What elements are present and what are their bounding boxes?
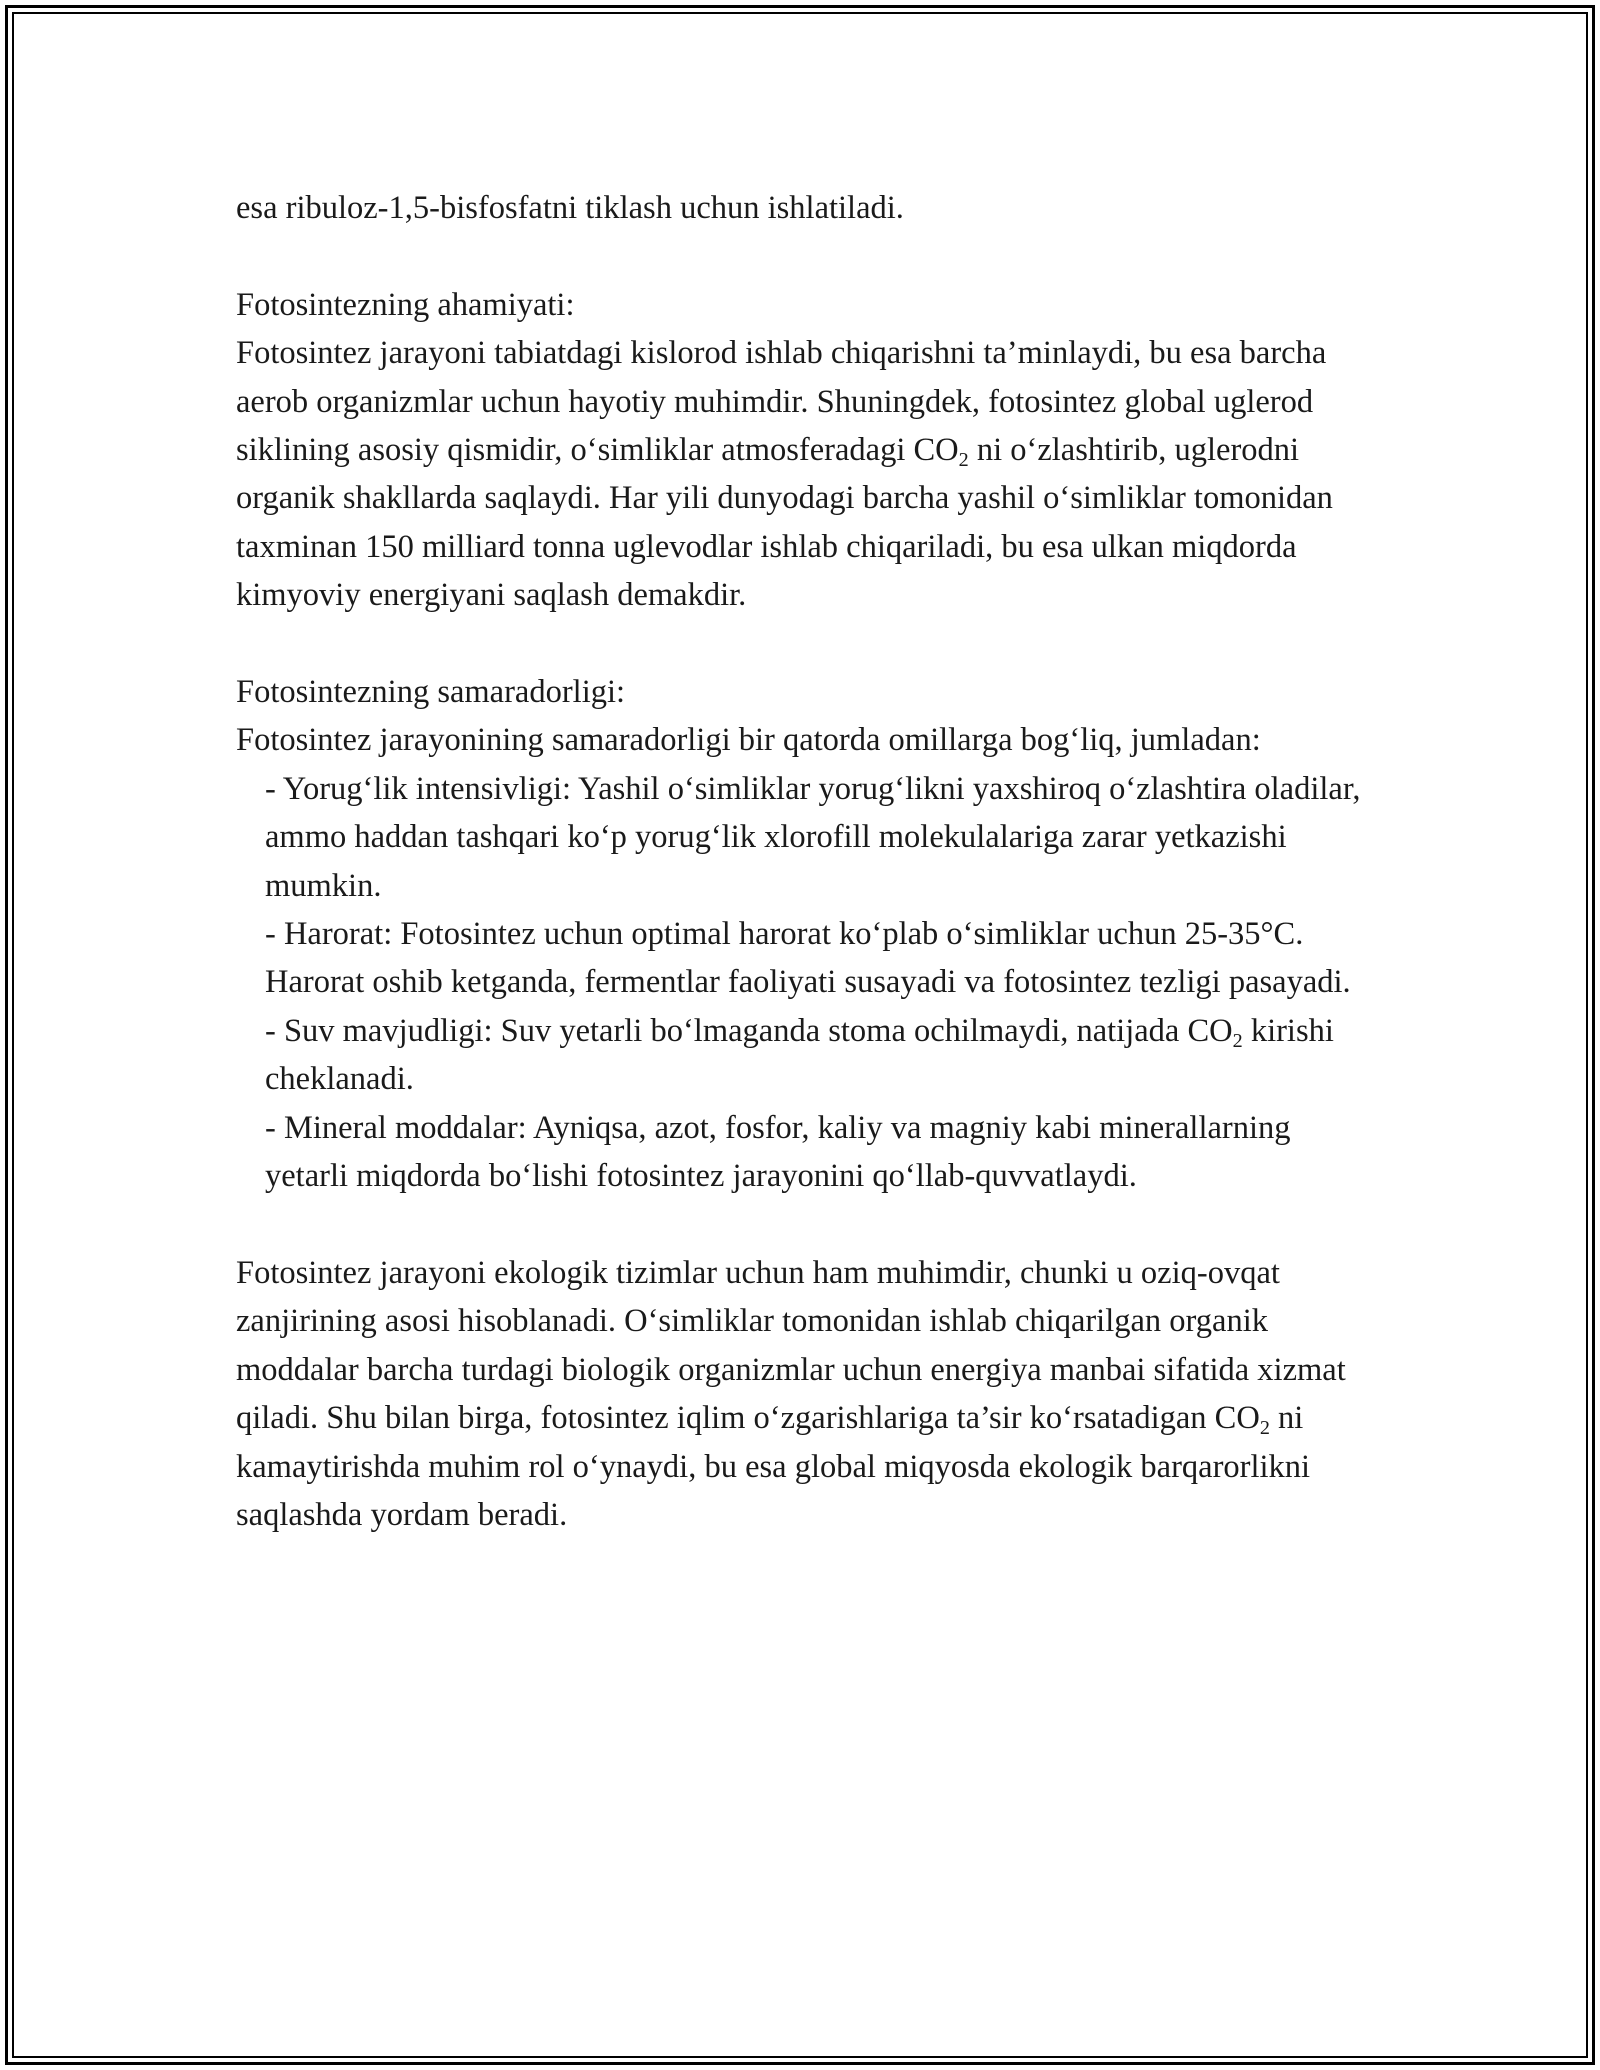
paragraph-spacer xyxy=(236,1201,1376,1249)
water-text-part-1: - Suv mavjudligi: Suv yetarli bo‘lmaganda stoma ochilmaydi, natijada CO xyxy=(265,1012,1233,1049)
paragraph-spacer xyxy=(236,620,1376,668)
co2-subscript: 2 xyxy=(1259,1417,1270,1440)
ecology-text-part-2: ni kamaytirishda muhim rol o‘ynaydi, bu esa global miqyosda ekologik barqarorlikni saqlashda yordam beradi. xyxy=(236,1400,1311,1533)
ecology-text-part-1: Fotosintez jarayoni ekologik tizimlar uchun ham muhimdir, chunki u oziq-ovqat zanjirining asosi hisoblanadi. O‘simliklar tomonidan ishlab chiqarilgan organik moddalar barcha turdagi biologik organizmlar uchun energiya manbai sifatida xizmat qiladi. Shu bilan birga, fotosintez iqlim o‘zgarishlariga ta’sir ko‘rsatadigan CO xyxy=(236,1254,1346,1437)
importance-heading: Fotosintezning ahamiyati: xyxy=(236,286,575,323)
efficiency-item-temperature: - Harorat: Fotosintez uchun optimal harorat ko‘plab o‘simliklar uchun 25-35°C. Harorat oshib ketganda, fermentlar faoliyati susayadi va fotosintez tezligi pasayadi. xyxy=(265,916,1351,1001)
water-text-part-2: kirishi cheklanadi. xyxy=(265,1012,1334,1098)
ecology-paragraph xyxy=(236,1249,1376,1539)
importance-text-part-1: Fotosintez jarayoni tabiatdagi kislorod ishlab chiqarishni ta’minlaydi, bu esa barcha aerob organizmlar uchun hayotiy muhimdir. Shuningdek, fotosintez global uglerod siklining asosiy qismidir, o‘simliklar atmosferadagi CO xyxy=(236,335,1327,469)
paragraph-spacer xyxy=(236,232,1376,280)
efficiency-heading: Fotosintezning samaradorligi: xyxy=(236,674,626,711)
efficiency-intro: Fotosintez jarayonining samaradorligi bir qatorda omillarga bog‘liq, jumladan: xyxy=(236,722,1261,759)
co2-subscript: 2 xyxy=(958,449,969,472)
importance-paragraph xyxy=(236,329,1376,619)
efficiency-item-water xyxy=(236,1007,1376,1104)
efficiency-item-light: - Yorug‘lik intensivligi: Yashil o‘simliklar yorug‘likni yaxshiroq o‘zlashtira oladilar, ammo haddan tashqari ko‘p yorug‘lik xlorofill molekulalariga zarar yetkazishi mumkin. xyxy=(265,770,1361,904)
co2-subscript: 2 xyxy=(1232,1029,1243,1052)
intro-paragraph: esa ribuloz-1,5-bisfosfatni tiklash uchun ishlatiladi. xyxy=(236,190,904,226)
document-body xyxy=(236,184,1376,1539)
importance-text-part-2: ni o‘zlashtirib, uglerodni organik shakllarda saqlaydi. Har yili dunyodagi barcha yashil o‘simliklar tomonidan taxminan 150 milliard tonna uglevodlar ishlab chiqariladi, bu esa ulkan miqdorda kimyoviy energiyani saqlash demakdir. xyxy=(236,432,1333,614)
efficiency-item-minerals: - Mineral moddalar: Ayniqsa, azot, fosfor, kaliy va magniy kabi minerallarning yetarli miqdorda bo‘lishi fotosintez jarayonini qo‘llab-quvvatlaydi. xyxy=(265,1109,1291,1195)
